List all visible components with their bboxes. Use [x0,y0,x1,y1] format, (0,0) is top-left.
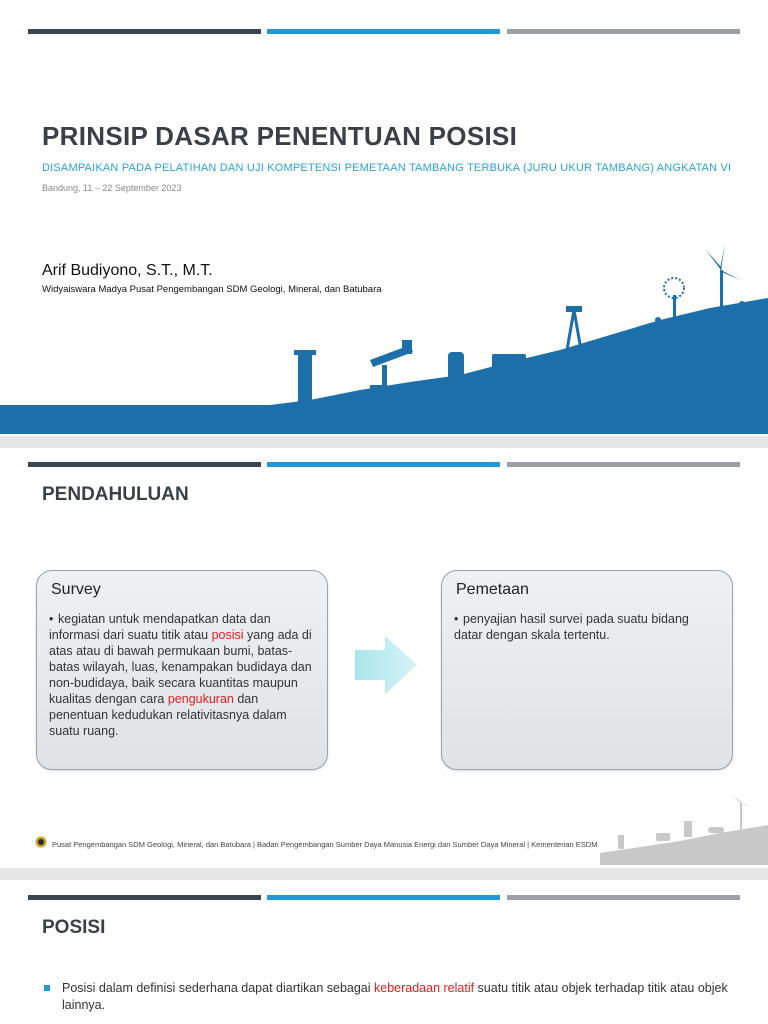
survey-box [36,570,328,770]
highlight-posisi: posisi [211,628,244,642]
bar-dark [28,895,261,900]
pemetaan-box [441,570,733,770]
slide-separator [0,436,768,448]
bar-blue [267,462,500,467]
slide-heading: POSISI [42,917,106,938]
pemetaan-description: • penyajian hasil survei pada suatu bidang datar dengan skala tertentu. [454,612,689,642]
top-color-bars [28,895,740,900]
bar-gray [507,462,740,467]
right-arrow-icon [355,636,417,694]
bar-dark [28,29,261,34]
author-name: Arif Budiyono, S.T., M.T. [42,262,213,279]
blue-band [0,405,280,434]
survey-description: • kegiatan untuk mendapatkan data dan informasi dari suatu titik atau posisi yang ada di atas atau di bawah permukaan bumi, batas-batas wilayah, luas, kenampakan budidaya dan non-budidaya, baik secara kuantitas maupun kualitas dengan cara pengukuran dan penentuan kedudukan relativitasnya dalam suatu ruang. [49,612,312,738]
top-color-bars [28,462,740,467]
bar-gray [507,895,740,900]
slide-heading: PENDAHULUAN [42,484,189,505]
top-color-bars [28,29,740,34]
footer-landscape-illustration [600,795,768,865]
posisi-definition: Posisi dalam definisi sederhana dapat diartikan sebagai keberadaan relatif suatu titik atau objek terhadap titik atau objek lainnya. [44,980,734,1014]
pemetaan-heading: Pemetaan [456,581,529,598]
survey-heading: Survey [51,581,101,598]
presentation-title: PRINSIP DASAR PENENTUAN POSISI [42,121,518,151]
bar-gray [507,29,740,34]
slide-separator [0,868,768,880]
bullet-square-icon [44,985,50,991]
highlight-keberadaan-relatif: keberadaan relatif [374,981,475,995]
bar-dark [28,462,261,467]
bar-blue [267,29,500,34]
esdm-logo-icon [35,836,47,848]
highlight-pengukuran: pengukuran [167,692,234,706]
slide-title [0,0,768,434]
presentation-date: Bandung, 11 – 22 September 2023 [42,183,182,193]
presentation-subtitle: DISAMPAIKAN PADA PELATIHAN DAN UJI KOMPETENSI PEMETAAN TAMBANG TERBUKA (JURU UKUR TAMBANG) ANGKATAN VI [42,162,732,174]
slide-introduction [0,450,768,870]
energy-landscape-illustration [270,240,768,434]
bar-blue [267,895,500,900]
author-affiliation: Widyaiswara Madya Pusat Pengembangan SDM Geologi, Mineral, dan Batubara [42,284,382,295]
slide-posisi [0,880,768,1024]
footer-text: Pusat Pengembangan SDM Geologi, Mineral, dan Batubara | Badan Pengembangan Sumber Daya Manusia Energi dan Sumber Daya Mineral | Kementerian ESDM [52,840,598,849]
